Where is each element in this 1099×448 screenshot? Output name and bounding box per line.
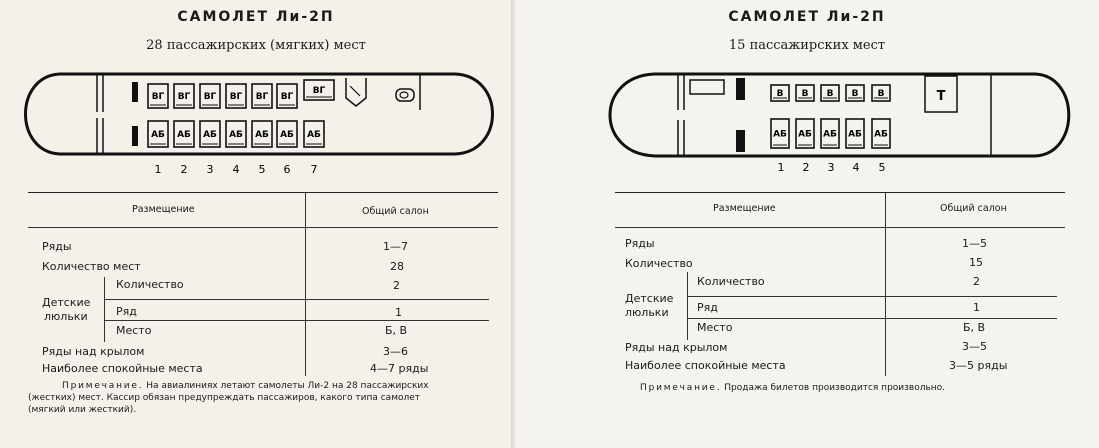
right-cradle-row-value: 1 — [973, 301, 980, 314]
right-wing-value: 3—5 — [962, 340, 987, 353]
left-seat-bottom-4-label: АБ — [229, 130, 243, 140]
left-seat-bottom-5-label: АБ — [255, 130, 269, 140]
right-page — [515, 0, 1099, 448]
left-row-number: 6 — [283, 163, 291, 176]
left-seat-top-3-label: ВГ — [203, 92, 217, 102]
left-count-value: 28 — [390, 260, 404, 273]
left-note-line-3: (мягкий или жесткий). — [28, 405, 137, 415]
right-seat-bottom-4 — [846, 119, 864, 148]
left-seat-top-1-label: ВГ — [151, 92, 165, 102]
left-row-number: 3 — [206, 163, 214, 176]
right-seat-bottom-5 — [872, 119, 890, 148]
right-note-text-1: Продажа билетов производится произвольно. — [721, 383, 946, 393]
right-subtitle: 15 пассажирских мест — [728, 38, 886, 53]
left-row-number: 5 — [258, 163, 266, 176]
right-note-head: Примечание. — [640, 383, 722, 393]
left-note-head: Примечание. — [62, 381, 144, 391]
right-seat-bottom-1 — [771, 119, 789, 148]
left-seat-top-6 — [277, 84, 297, 108]
right-seat-bottom-4-label: АБ — [848, 129, 862, 140]
left-seat-top-7 — [304, 80, 334, 100]
right-cradle-qty-label: Количество — [697, 275, 765, 288]
left-wing-label: Ряды над крылом — [42, 345, 145, 358]
right-seat-top-1 — [771, 85, 789, 101]
right-seat-top-2-label: В — [801, 89, 809, 99]
right-seat-bottom-2-label: АБ — [798, 129, 812, 140]
left-seat-bottom-2-label: АБ — [177, 130, 191, 140]
right-seat-bottom-1-label: АБ — [773, 129, 787, 140]
left-seat-bottom-7 — [304, 121, 324, 147]
right-row-number: 3 — [827, 161, 835, 174]
left-seat-bottom-1-label: АБ — [151, 130, 165, 140]
left-seat-top-3 — [200, 84, 220, 108]
right-seat-bottom-2 — [796, 119, 814, 148]
left-wing-value: 3—6 — [383, 345, 408, 358]
left-page — [0, 0, 512, 448]
left-seat-top-5 — [252, 84, 272, 108]
left-seat-bottom-3 — [200, 121, 220, 147]
left-note-line-2: (жестких) мест. Кассир обязан предупреждать пассажиров, какого типа самолет — [28, 393, 421, 403]
right-quiet-value: 3—5 ряды — [949, 359, 1008, 372]
right-count-value: 15 — [969, 256, 983, 269]
left-seat-top-4-label: ВГ — [229, 92, 243, 102]
right-cradle-seat-value: Б, В — [963, 321, 986, 334]
right-cradles-label-2: люльки — [625, 306, 669, 319]
left-cradle-seat-value: Б, В — [385, 324, 408, 337]
left-seat-top-5-label: ВГ — [255, 92, 269, 102]
left-seat-top-7-label: ВГ — [312, 86, 326, 96]
right-row-number: 1 — [777, 161, 785, 174]
right-note-line-1 — [640, 383, 945, 394]
right-seat-top-5 — [872, 85, 890, 101]
left-row-number: 2 — [180, 163, 188, 176]
left-cradle-seat-label: Место — [116, 324, 152, 337]
left-subtitle: 28 пассажирских (мягких) мест — [146, 38, 366, 53]
right-seat-bottom-3-label: АБ — [823, 129, 837, 140]
left-cradle-qty-label: Количество — [116, 278, 184, 291]
right-quiet-label: Наиболее спокойные места — [625, 359, 786, 372]
left-header-salon: Общий салон — [362, 206, 429, 217]
left-row-number: 7 — [310, 163, 318, 176]
right-title: САМОЛЕТ Ли-2П — [728, 9, 886, 25]
right-header-salon: Общий салон — [940, 203, 1007, 214]
right-row-number: 5 — [878, 161, 886, 174]
left-note-line-1 — [62, 381, 429, 392]
left-seat-top-4 — [226, 84, 246, 108]
left-rows-value: 1—7 — [383, 240, 408, 253]
left-seat-bottom-7-label: АБ — [307, 130, 321, 140]
left-seat-top-1 — [148, 84, 168, 108]
left-seat-bottom-1 — [148, 121, 168, 147]
right-rows-value: 1—5 — [962, 237, 987, 250]
left-seat-bottom-2 — [174, 121, 194, 147]
right-galley-label: Т — [936, 89, 946, 104]
right-seat-bottom-5-label: АБ — [874, 129, 888, 140]
right-cradles-label-1: Детские — [625, 292, 674, 305]
left-cradle-row-label: Ряд — [116, 305, 137, 318]
left-count-label: Количество мест — [42, 260, 141, 273]
right-cradle-seat-label: Место — [697, 321, 733, 334]
right-row-number: 4 — [852, 161, 860, 174]
right-seat-top-3 — [821, 85, 839, 101]
right-cradle-row-label: Ряд — [697, 301, 718, 314]
left-seat-bottom-5 — [252, 121, 272, 147]
right-seat-top-2 — [796, 85, 814, 101]
left-seat-bottom-3-label: АБ — [203, 130, 217, 140]
left-row-number: 4 — [232, 163, 240, 176]
left-quiet-value: 4—7 ряды — [370, 362, 429, 375]
left-quiet-label: Наиболее спокойные места — [42, 362, 203, 375]
left-seat-bottom-6-label: АБ — [280, 130, 294, 140]
right-seat-top-4 — [846, 85, 864, 101]
left-title: САМОЛЕТ Ли-2П — [177, 9, 335, 25]
right-rows-label: Ряды — [625, 237, 655, 250]
right-count-label: Количество — [625, 257, 693, 270]
right-seat-top-3-label: В — [826, 89, 834, 99]
left-rows-label: Ряды — [42, 240, 72, 253]
left-seat-top-2-label: ВГ — [177, 92, 191, 102]
left-note-text-1: На авиалиниях летают самолеты Ли-2 на 28 пассажирских — [143, 381, 429, 391]
left-seat-bottom-4 — [226, 121, 246, 147]
right-cradle-qty-value: 2 — [973, 275, 980, 288]
left-cradles-label-2: люльки — [44, 310, 88, 323]
right-wing-label: Ряды над крылом — [625, 341, 728, 354]
left-fuselage — [26, 74, 493, 154]
left-seat-top-2 — [174, 84, 194, 108]
left-cradle-row-value: 1 — [395, 306, 402, 319]
left-cradle-qty-value: 2 — [393, 279, 400, 292]
right-row-number: 2 — [802, 161, 810, 174]
right-seat-top-4-label: В — [851, 89, 859, 99]
right-seat-bottom-3 — [821, 119, 839, 148]
left-seat-bottom-6 — [277, 121, 297, 147]
right-seat-plan — [515, 0, 1099, 185]
left-cradles-label-1: Детские — [42, 296, 91, 309]
left-header-placement: Размещение — [132, 204, 195, 215]
right-seat-top-5-label: В — [877, 89, 885, 99]
right-seat-top-1-label: В — [776, 89, 784, 99]
left-seat-plan — [0, 0, 512, 185]
left-seat-top-6-label: ВГ — [280, 92, 294, 102]
right-header-placement: Размещение — [713, 203, 776, 214]
left-row-number: 1 — [154, 163, 162, 176]
